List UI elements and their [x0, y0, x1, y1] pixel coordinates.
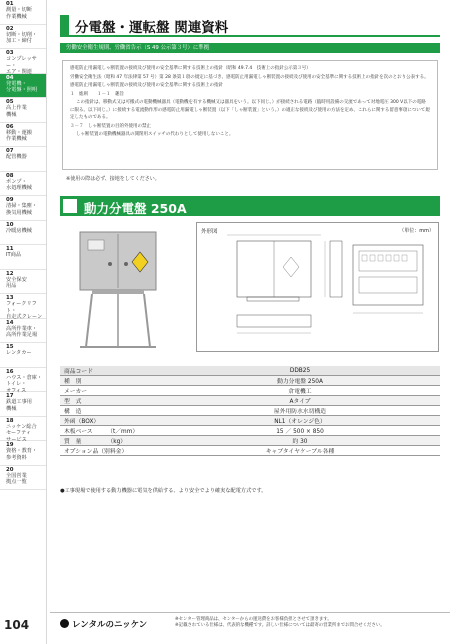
sidebar-item-label: 全国営業 拠点一覧: [6, 472, 27, 486]
spec-value: 動力分電盤 250A: [160, 376, 440, 386]
sidebar-item-label: ポンプ・ 水処理機械: [6, 178, 32, 192]
spec-value: Aタイプ: [160, 396, 440, 406]
sidebar-item-label: 移動・運搬 作業機械: [6, 129, 32, 143]
spec-key: 質 量 （kg）: [60, 436, 160, 446]
sidebar-item-number: 06: [6, 123, 14, 130]
sidebar-item-number: 09: [6, 197, 14, 203]
main-content: [50, 0, 450, 644]
spec-value: 15 ／ 500 × 850: [160, 426, 440, 436]
sidebar-item-label: 清掃・集塵・ 換気用機械: [6, 203, 38, 216]
sidebar-item-number: 12: [6, 270, 14, 277]
sidebar-item[interactable]: [0, 417, 46, 442]
sidebar-item[interactable]: [0, 172, 46, 197]
spec-table: [60, 366, 440, 456]
spec-row: [60, 386, 440, 396]
spec-row: [60, 446, 440, 456]
section-marker-icon: [63, 199, 77, 213]
safety-guideline-box: [62, 60, 438, 170]
sidebar-item[interactable]: [0, 319, 46, 344]
guideline-line: ３－７ しゃ断装置の目的外使用の禁止: [70, 123, 151, 129]
spec-value: 約 30: [160, 436, 440, 446]
product-section-header: [60, 196, 440, 216]
sidebar: [0, 0, 47, 644]
guideline-line: 感電防止用漏電しゃ断装置の接続及び使用の安全基準に関する技術上の指針（昭和 49.7.4 技術上の指針公示第３号）: [70, 66, 311, 71]
spec-row: [60, 416, 440, 426]
page-title-bar: [60, 15, 440, 37]
sidebar-item-number: 14: [6, 319, 14, 326]
grounding-note: ※使用の際は必ず、接地をしてください。: [66, 176, 160, 182]
spec-row: [60, 406, 440, 416]
guideline-line: 感電防止用漏電しゃ断装置の接続及び使用の安全基準に関する技術上の指針: [70, 83, 223, 88]
sidebar-item-number: 04: [6, 74, 14, 81]
sidebar-item-label: ニッケン総合 セーフティ サービス: [6, 423, 37, 443]
sidebar-item[interactable]: [0, 0, 46, 25]
spec-value: NL1（オレンジ色）: [160, 416, 440, 426]
spec-key: 商品コード: [60, 366, 160, 376]
sidebar-item-number: 17: [6, 393, 14, 399]
sidebar-item-label: 発電機・ 分電盤・照明: [6, 80, 38, 94]
footer-notes: [175, 617, 385, 630]
sidebar-item-label: ハウス・倉庫・ トイレ・ オフィス: [6, 374, 43, 394]
spec-key: 外函（BOX）: [60, 416, 160, 426]
guideline-line: この指針は、移動式又は可搬式の電動機械器具（電動機を有する機械又は器具をいう。以下同じ。）が接続される電路（臨時用設備の交流であって対地電圧 300 V以下の電路に限る。以下同じ。）に接続する電流動作形の感電防止用漏電しゃ断装置（以下「しゃ断装置」という。）の適正な接続及び使用の方法を定め、これらに関する留意事項について規定したものである。: [70, 100, 430, 120]
sidebar-item-number: 20: [6, 466, 14, 473]
spec-row: [60, 436, 440, 446]
logo-text: レンタルのニッケン: [72, 620, 148, 630]
spec-value: 倉電機工: [160, 386, 440, 396]
sidebar-item-label: 測量・切断 作業機械: [6, 7, 32, 20]
sidebar-item-label: 安全保安 用品: [6, 276, 27, 290]
spec-row: [60, 396, 440, 406]
product-title: 動力分電盤 250A: [84, 201, 187, 216]
spec-key: オプション品（別料金）: [60, 446, 160, 456]
page-number: 104: [4, 618, 30, 632]
sidebar-item-label: 鉄道工事用 機械: [6, 399, 32, 412]
sidebar-item-number: 13: [6, 295, 14, 301]
spec-value: DDB25: [160, 366, 440, 376]
sidebar-item[interactable]: [0, 466, 46, 491]
spec-key: 型 式: [60, 396, 160, 406]
sidebar-item-label: 切断・切削・ 加工・締付: [6, 31, 38, 45]
product-description: ●工事現場で使用する動力機器に電気を供給する、より安全でより確実な配電方式です。: [60, 488, 267, 494]
sidebar-item[interactable]: [0, 343, 46, 368]
sidebar-item[interactable]: [0, 221, 46, 246]
spec-row: [60, 376, 440, 386]
sidebar-item-number: 16: [6, 368, 14, 375]
sidebar-item[interactable]: [0, 270, 46, 295]
sidebar-item-label: フォークリフト・ 自走式クレーン: [6, 301, 43, 321]
sidebar-item[interactable]: [0, 98, 46, 123]
spec-row: [60, 426, 440, 436]
spec-key: メーカー: [60, 386, 160, 396]
sidebar-item-label: 冷暖房機械: [6, 227, 32, 234]
sidebar-item[interactable]: [0, 147, 46, 172]
drawing-unit: （単位：mm）: [399, 228, 434, 234]
outline-drawing: [196, 222, 439, 352]
sidebar-item[interactable]: [0, 441, 46, 466]
sidebar-item-number: 19: [6, 442, 14, 448]
sidebar-item-number: 08: [6, 172, 14, 179]
footer-note: ※センター管理商品は、センターからの運送費をお客様負担とさせて頂きます。: [175, 617, 332, 622]
company-logo: [60, 618, 147, 630]
sidebar-item[interactable]: [0, 196, 46, 221]
sidebar-item-number: 11: [6, 246, 14, 252]
sidebar-item-label: 資格・教育・ 参考資料: [6, 448, 38, 461]
sidebar-item-label: レンタカー: [6, 350, 32, 357]
sidebar-item[interactable]: [0, 368, 46, 393]
product-photo: [62, 222, 172, 352]
sidebar-item-label: 配管機器: [6, 154, 27, 161]
footer-divider: [50, 612, 450, 613]
sidebar-item-number: 01: [6, 1, 14, 7]
sidebar-item-number: 18: [6, 417, 14, 424]
sidebar-item-label: IT商品: [6, 252, 22, 259]
sidebar-item[interactable]: [0, 294, 46, 319]
spec-key: 木板ベース （t／mm）: [60, 426, 160, 436]
sidebar-item-number: 03: [6, 50, 14, 56]
sidebar-item[interactable]: [0, 25, 46, 50]
sidebar-item-number: 05: [6, 99, 14, 105]
sidebar-item-number: 02: [6, 25, 14, 32]
sidebar-item-number: 10: [6, 221, 14, 228]
guideline-line: １ 総則 １－１ 趣旨: [70, 91, 124, 97]
regulation-subtitle: 労働安全衛生規則、労働省告示（S 49 公示第３号）に準拠: [60, 43, 440, 53]
sidebar-item[interactable]: [0, 74, 46, 99]
footer-note: ※記載されている仕様は、代表的な機種です。詳しい仕様については最寄の営業所までお問合せください。: [175, 623, 385, 629]
sidebar-item-number: 15: [6, 344, 14, 350]
spec-key: 種 別: [60, 376, 160, 386]
sidebar-item[interactable]: [0, 245, 46, 270]
sidebar-item[interactable]: [0, 392, 46, 417]
sidebar-item-label: コンプレッサー・ エア・関連: [6, 56, 37, 76]
spec-key: 構 造: [60, 406, 160, 416]
spec-value: キャブタイヤケーブル各種: [160, 446, 440, 456]
drawing-label: 外形図: [201, 229, 218, 235]
spec-row: [60, 366, 440, 376]
page-title: 分電盤・運転盤 関連資料: [75, 20, 229, 36]
sidebar-item[interactable]: [0, 123, 46, 148]
guideline-line: 労働安全衛生法（昭和 47 年法律第 57 号）第 28 条第１項の規定に基づき、感電防止用漏電しゃ断装置の接続及び使用の安全基準に関する技術上の指針を次のとおり公表する。: [70, 74, 429, 80]
guideline-line: しゃ断装置の電動機械器具の開閉用スイッチの代わりとして使用しないこと。: [76, 132, 234, 137]
logo-mark-icon: [60, 619, 69, 628]
sidebar-item[interactable]: [0, 49, 46, 74]
spec-value: 屋外用防水水切構造: [160, 406, 440, 416]
sidebar-item-label: 高上作業 機械: [6, 105, 27, 118]
sidebar-item-label: 高所作業車・ 高所作業足場: [6, 325, 38, 339]
drawing-lines: [197, 223, 438, 351]
sidebar-item-number: 07: [6, 148, 14, 154]
